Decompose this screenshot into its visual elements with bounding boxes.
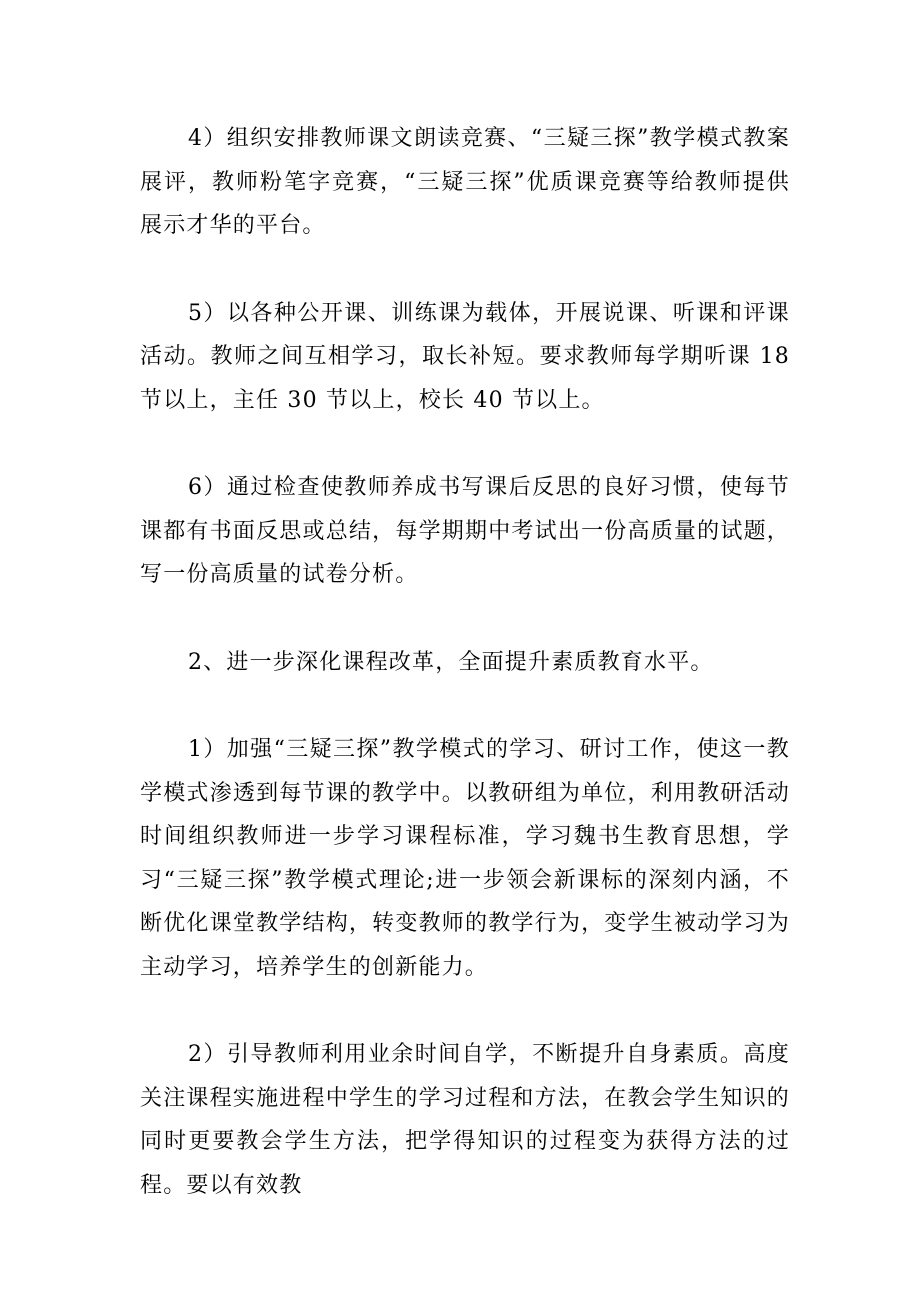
section-heading-2: 2、进一步深化课程改革，全面提升素质教育水平。 — [188, 649, 714, 675]
paragraph-item-6: 6）通过检查使教师养成书写课后反思的良好习惯，使每节课都有书面反思或总结，每学期期中考试出一份高质量的试题，写一份高质量的试卷分析。 — [140, 475, 790, 587]
paragraph-item-2: 2）引导教师利用业余时间自学，不断提升自身素质。高度关注课程实施进程中学生的学习过程和方法，在教会学生知识的同时更要教会学生方法，把学得知识的过程变为获得方法的过程。要以有效教 — [140, 1042, 790, 1198]
paragraph-item-4: 4）组织安排教师课文朗读竞赛、“三疑三探”教学模式教案展评，教师粉笔字竞赛，“三疑三探”优质课竞赛等给教师提供展示才华的平台。 — [140, 126, 790, 238]
paragraph-item-5: 5）以各种公开课、训练课为载体，开展说课、听课和评课活动。教师之间互相学习，取长补短。要求教师每学期听课 18 节以上，主任 30 节以上，校长 40 节以上。 — [140, 300, 790, 413]
paragraph-item-1: 1）加强“三疑三探”教学模式的学习、研讨工作，使这一教学模式渗透到每节课的教学中。以教研组为单位，利用教研活动时间组织教师进一步学习课程标准，学习魏书生教育思想，学习“三疑三探”教学模式理论;进一步领会新课标的深刻内涵，不断优化课堂教学结构，转变教师的教学行为，变学生被动学习为主动学习，培养学生的创新能力。 — [140, 737, 790, 980]
